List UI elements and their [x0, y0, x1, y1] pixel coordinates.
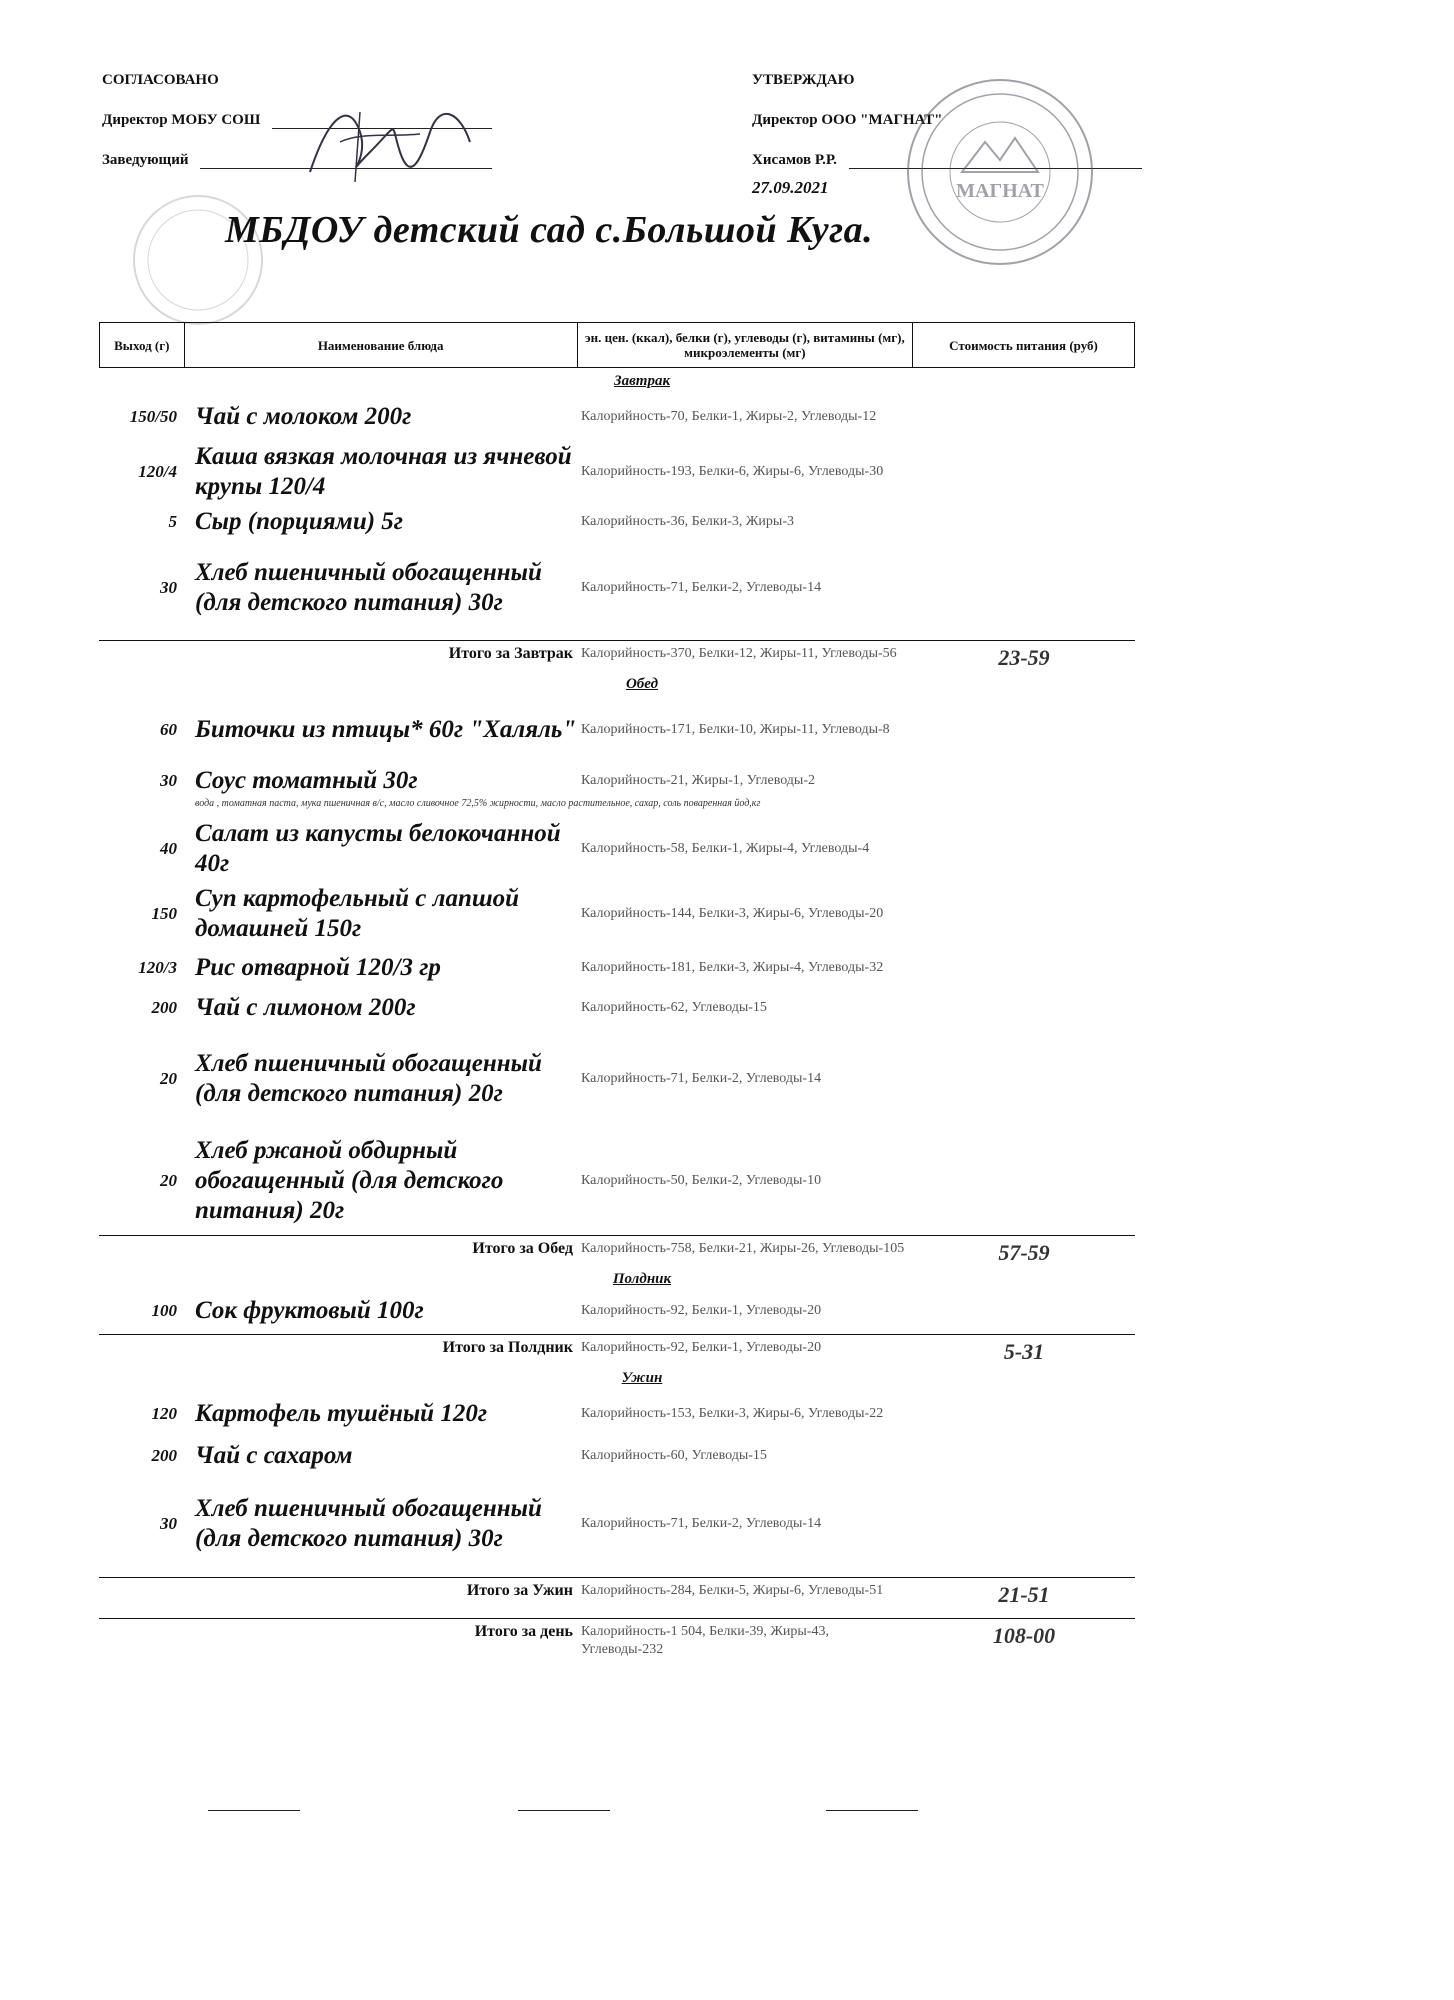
item-name: Рис отварной 120/3 гр	[195, 954, 441, 981]
section-title-lunch: Обед	[625, 675, 659, 692]
total-cost: 23-59	[998, 645, 1050, 670]
item-nutrition: Калорийность-36, Белки-3, Жиры-3	[581, 514, 794, 529]
item-qty: 200	[151, 1446, 177, 1465]
item-name: Биточки из птицы* 60г "Халяль"	[195, 716, 577, 743]
item-qty: 40	[160, 839, 177, 858]
header-nutrition: эн. цен. (ккал), белки (г), углеводы (г), витамины (мг), микроэлементы (мг)	[578, 323, 913, 367]
item-nutrition: Калорийность-92, Белки-1, Углеводы-20	[581, 1303, 822, 1318]
item-nutrition: Калорийность-71, Белки-2, Углеводы-14	[581, 580, 822, 595]
school-director-label: Директор МОБУ СОШ	[102, 112, 261, 128]
total-label: Итого за Обед	[472, 1240, 573, 1257]
total-row-breakfast	[99, 640, 1135, 671]
handwritten-signature	[300, 92, 480, 202]
table-row	[99, 540, 1135, 636]
item-nutrition: Калорийность-171, Белки-10, Жиры-11, Углеводы-8	[581, 722, 890, 737]
total-nutrition: Калорийность-1 504, Белки-39, Жиры-43, Углеводы-232	[581, 1624, 829, 1657]
total-nutrition: Калорийность-370, Белки-12, Жиры-11, Углеводы-56	[581, 646, 897, 661]
item-name: Хлеб пшеничный обогащенный (для детского питания) 30г	[195, 1495, 542, 1552]
header-dish-name: Наименование блюда	[185, 323, 578, 367]
item-name: Соус томатный 30г	[195, 767, 418, 794]
table-row	[99, 1027, 1135, 1131]
item-name: Хлеб пшеничный обогащенный (для детского питания) 30г	[195, 559, 542, 616]
item-nutrition: Калорийность-71, Белки-2, Углеводы-14	[581, 1516, 822, 1531]
item-name: Хлеб пшеничный обогащенный (для детского питания) 20г	[195, 1050, 542, 1107]
item-qty: 30	[160, 771, 177, 790]
total-label: Итого за день	[474, 1623, 573, 1640]
item-qty: 150	[151, 904, 177, 923]
item-nutrition: Калорийность-50, Белки-2, Углеводы-10	[581, 1173, 822, 1188]
item-name: Салат из капусты белокочанной 40г	[195, 820, 561, 877]
table-row	[99, 1131, 1135, 1231]
item-name: Чай с молоком 200г	[195, 403, 412, 430]
total-nutrition: Калорийность-92, Белки-1, Углеводы-20	[581, 1340, 822, 1355]
company-director-label: Директор ООО "МАГНАТ"	[752, 112, 943, 128]
item-qty: 20	[160, 1171, 177, 1190]
signature-line	[518, 1810, 610, 1811]
item-nutrition: Калорийность-144, Белки-3, Жиры-6, Углеводы-20	[581, 906, 884, 921]
table-row	[99, 504, 1135, 540]
table-row	[99, 989, 1135, 1027]
item-name: Сыр (порциями) 5г	[195, 508, 404, 535]
item-qty: 100	[151, 1301, 177, 1320]
item-qty: 120	[151, 1404, 177, 1423]
item-nutrition: Калорийность-62, Углеводы-15	[581, 1000, 767, 1015]
item-name: Каша вязкая молочная из ячневой крупы 120/4	[195, 443, 572, 500]
menu-table	[99, 322, 1135, 1659]
table-row	[99, 1475, 1135, 1573]
item-qty: 30	[160, 1514, 177, 1533]
total-row-lunch	[99, 1235, 1135, 1266]
table-row	[99, 1292, 1135, 1330]
total-nutrition: Калорийность-758, Белки-21, Жиры-26, Углеводы-105	[581, 1241, 905, 1256]
total-nutrition: Калорийность-284, Белки-5, Жиры-6, Углеводы-51	[581, 1583, 884, 1598]
item-nutrition: Калорийность-153, Белки-3, Жиры-6, Углеводы-22	[581, 1406, 884, 1421]
item-nutrition: Калорийность-193, Белки-6, Жиры-6, Углеводы-30	[581, 464, 884, 479]
item-qty: 200	[151, 998, 177, 1017]
total-label: Итого за Полдник	[442, 1339, 573, 1356]
item-nutrition: Калорийность-60, Углеводы-15	[581, 1448, 767, 1463]
total-label: Итого за Завтрак	[448, 645, 573, 662]
section-title-snack: Полдник	[612, 1270, 672, 1287]
table-row	[99, 1391, 1135, 1437]
item-nutrition: Калорийность-70, Белки-1, Жиры-2, Углеводы-12	[581, 409, 877, 424]
stamp-text: МАГНАТ	[956, 180, 1044, 202]
item-name: Суп картофельный с лапшой домашней 150г	[195, 885, 520, 942]
total-cost: 5-31	[1003, 1339, 1045, 1364]
table-header	[99, 322, 1135, 368]
total-label: Итого за Ужин	[466, 1582, 573, 1599]
table-row	[99, 440, 1135, 504]
signature-line	[826, 1810, 918, 1811]
item-qty: 150/50	[129, 407, 177, 426]
head-label: Заведующий	[102, 152, 189, 168]
approve-label: УТВЕРЖДАЮ	[752, 72, 855, 88]
item-name: Картофель тушёный 120г	[195, 1400, 488, 1427]
agreed-label: СОГЛАСОВАНО	[102, 72, 219, 88]
item-name: Чай с сахаром	[195, 1442, 353, 1469]
total-row-day	[99, 1618, 1135, 1659]
item-nutrition: Калорийность-181, Белки-3, Жиры-4, Углеводы-32	[581, 960, 884, 975]
item-name: Сок фруктовый 100г	[195, 1297, 424, 1324]
company-stamp	[900, 72, 1100, 272]
item-qty: 60	[160, 720, 177, 739]
total-row-dinner	[99, 1577, 1135, 1608]
item-qty: 120/3	[138, 958, 177, 977]
item-name: Хлеб ржаной обдирный обогащенный (для детского питания) 20г	[195, 1137, 504, 1224]
item-nutrition: Калорийность-58, Белки-1, Жиры-4, Углеводы-4	[581, 841, 870, 856]
item-nutrition: Калорийность-21, Жиры-1, Углеводы-2	[581, 773, 816, 788]
table-row	[99, 817, 1135, 881]
total-cost: 108-00	[992, 1623, 1056, 1648]
director-name: Хисамов Р.Р.	[752, 152, 837, 168]
table-row	[99, 947, 1135, 989]
section-title-dinner: Ужин	[621, 1369, 663, 1386]
item-qty: 30	[160, 578, 177, 597]
approval-date: 27.09.2021	[752, 178, 829, 197]
ingredients-note: вода , томатная паста, мука пшеничная в/с, масло сливочное 72,5% жирности, масло растительное, сахар, соль поваренная йод,кг	[195, 798, 761, 809]
total-row-snack	[99, 1334, 1135, 1365]
item-qty: 120/4	[138, 462, 177, 481]
section-title-breakfast: Завтрак	[613, 372, 671, 389]
document-title: МБДОУ детский сад с.Большой Куга.	[225, 209, 874, 251]
header-cost: Стоимость питания (руб)	[949, 337, 1098, 353]
item-qty: 20	[160, 1069, 177, 1088]
item-nutrition: Калорийность-71, Белки-2, Углеводы-14	[581, 1071, 822, 1086]
table-row	[99, 1437, 1135, 1475]
table-row	[99, 881, 1135, 947]
table-row	[99, 697, 1135, 763]
item-name: Чай с лимоном 200г	[195, 994, 416, 1021]
table-row	[99, 394, 1135, 440]
item-qty: 5	[168, 512, 177, 531]
total-cost: 57-59	[998, 1240, 1050, 1265]
total-cost: 21-51	[998, 1582, 1050, 1607]
table-row	[99, 763, 1135, 799]
signature-line	[208, 1810, 300, 1811]
header-yield: Выход (г)	[100, 323, 185, 367]
